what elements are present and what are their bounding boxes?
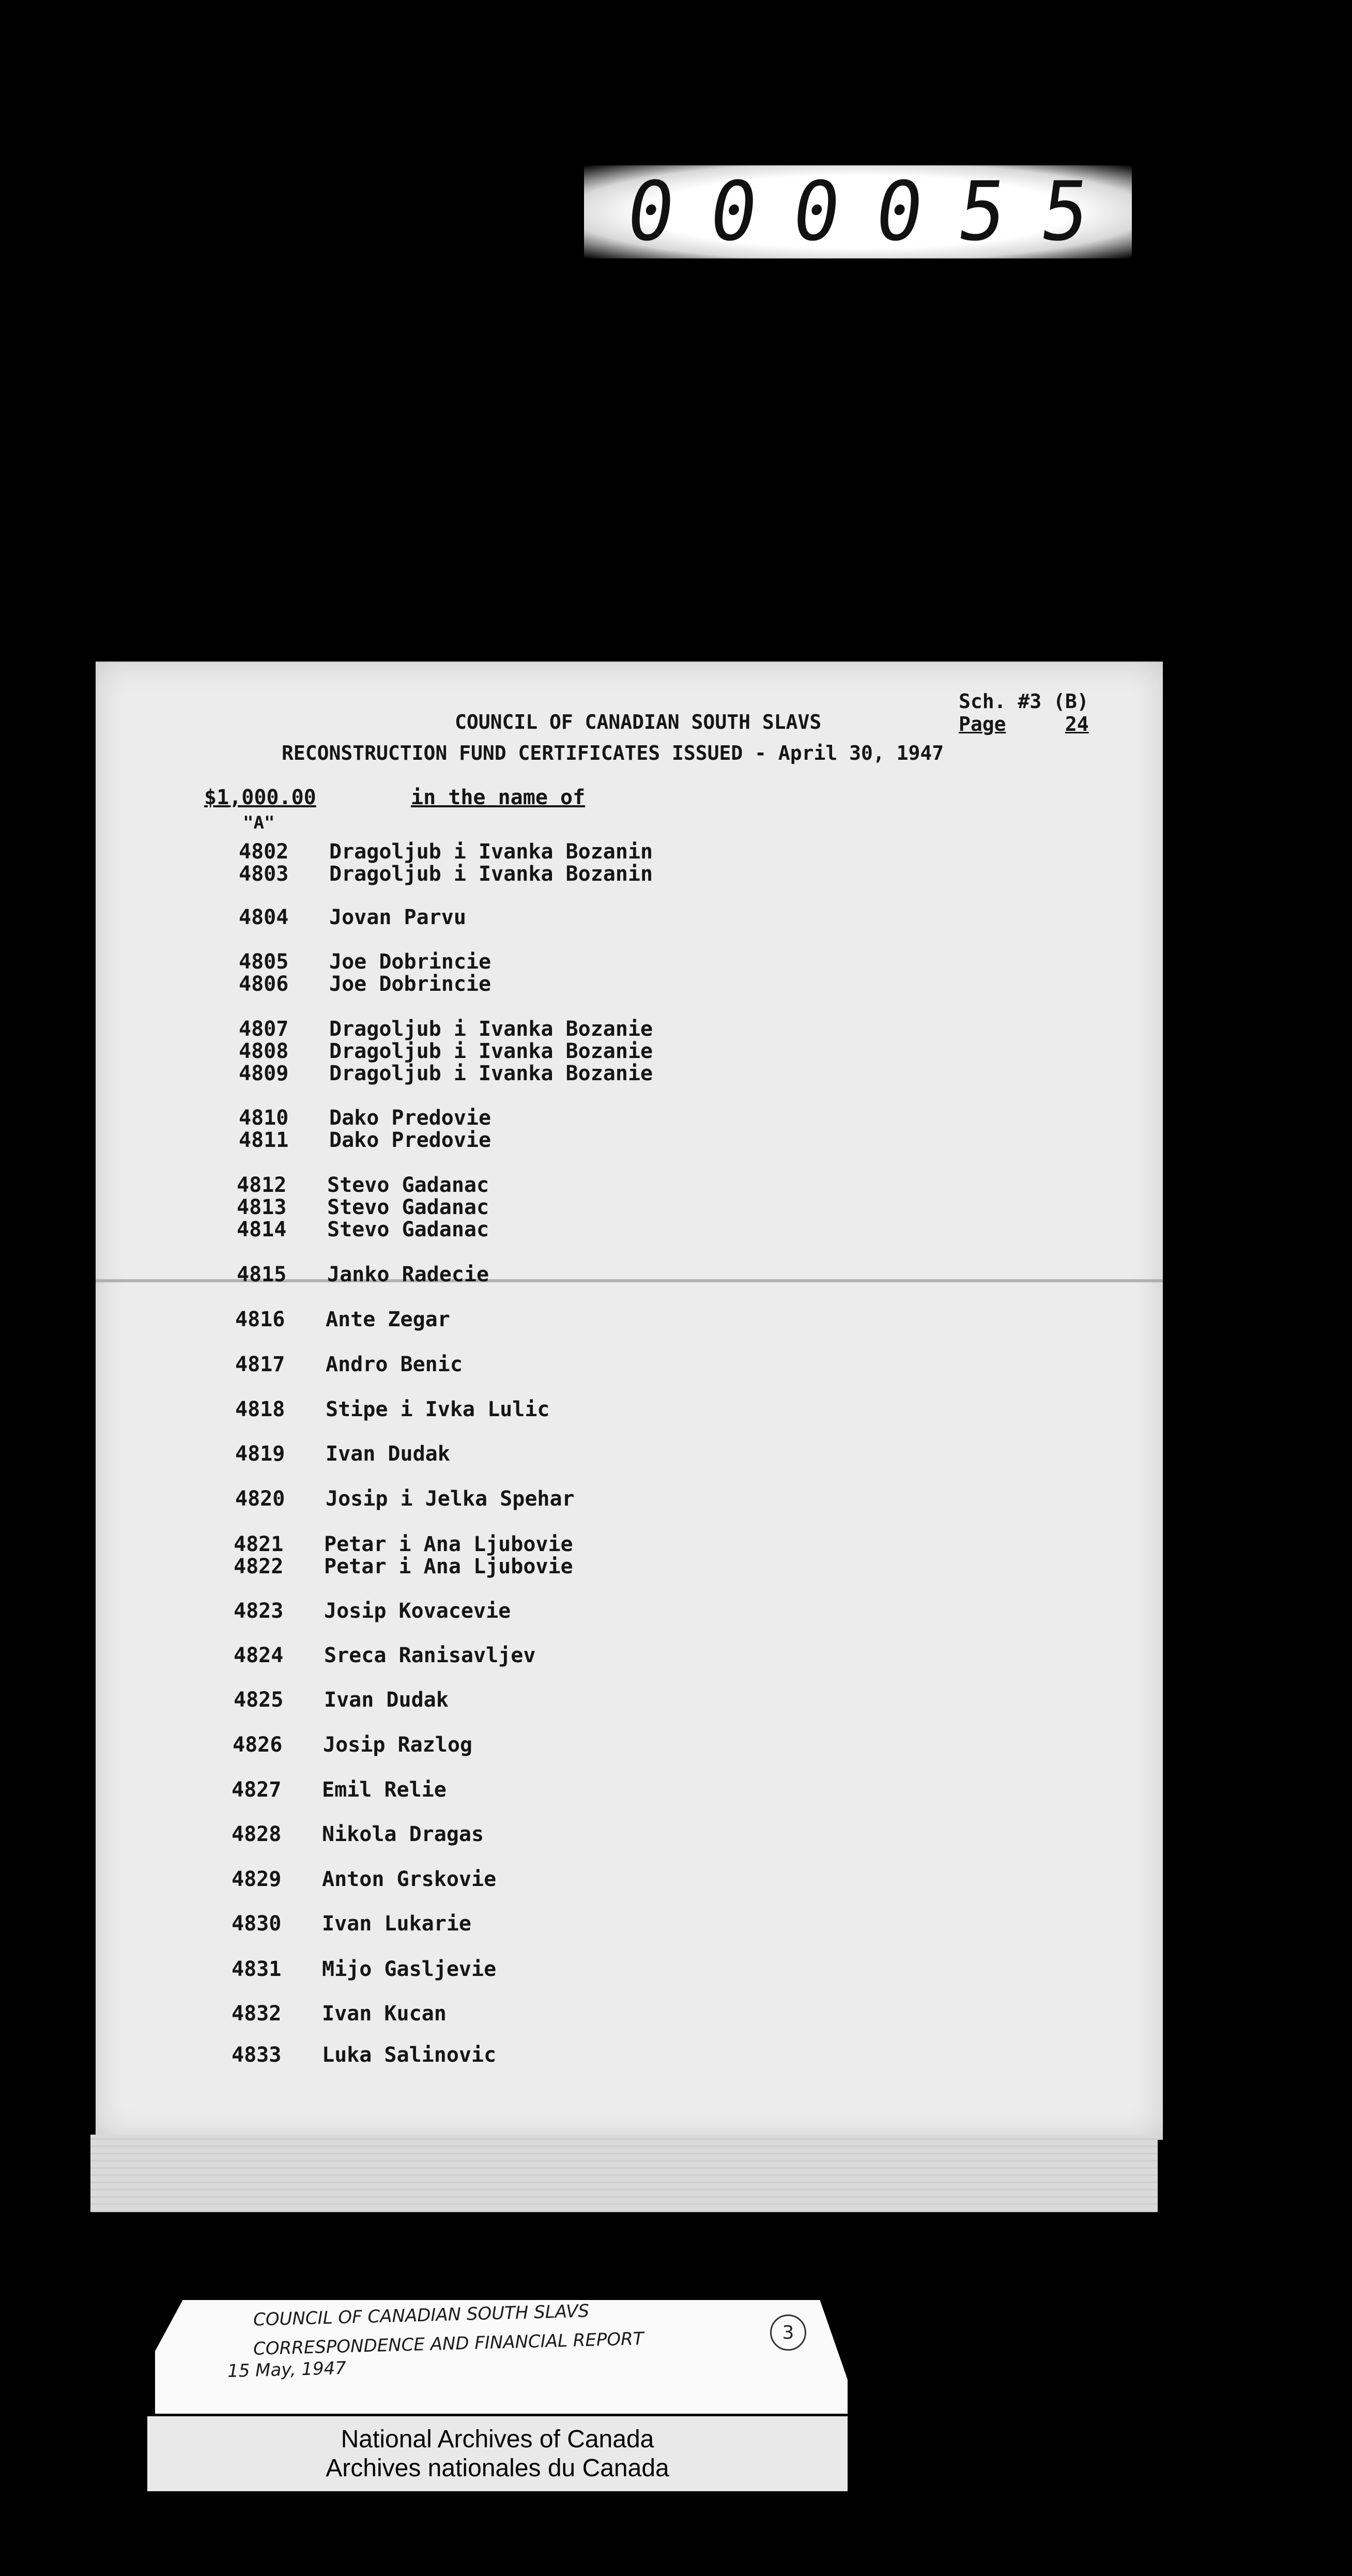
certificate-holder-name: Mijo Gasljevie (322, 1957, 497, 1981)
certificate-number: 4831 (232, 1957, 282, 1981)
certificate-number: 4824 (234, 1644, 284, 1667)
certificate-holder-name: Anton Grskovie (322, 1867, 497, 1891)
certificate-holder-name: Dragoljub i Ivanka Bozanin (329, 840, 653, 864)
certificate-number: 4819 (235, 1442, 285, 1466)
frame-number-text: 000055 (621, 164, 1131, 259)
certificate-number: 4821 (234, 1532, 284, 1556)
certificate-number: 4806 (239, 972, 289, 996)
schedule-number: Sch. #3 (B) (959, 690, 1089, 713)
certificate-holder-name: Ivan Dudak (324, 1688, 449, 1712)
certificate-number: 4803 (239, 862, 289, 886)
certificate-holder-name: Ante Zegar (326, 1308, 450, 1331)
label-line-date: 15 May, 1947 (227, 2357, 347, 2382)
certificate-number: 4830 (232, 1912, 282, 1936)
certificate-holder-name: Ivan Lukarie (322, 1912, 471, 1936)
certificate-holder-name: Luka Salinovic (322, 2043, 497, 2067)
archives-english: National Archives of Canada (341, 2425, 654, 2453)
certificate-holder-name: Josip i Jelka Spehar (326, 1487, 575, 1511)
certificate-holder-name: Ivan Kucan (322, 2002, 447, 2026)
certificate-holder-name: Stevo Gadanac (327, 1195, 489, 1219)
certificate-number: 4814 (237, 1218, 287, 1241)
certificate-holder-name: Stipe i Ivka Lulic (326, 1398, 550, 1421)
certificate-holder-name: Nikola Dragas (322, 1822, 484, 1846)
certificate-holder-name: Dragoljub i Ivanka Bozanie (329, 1062, 653, 1085)
certificate-holder-name: Dragoljub i Ivanka Bozanie (329, 1039, 653, 1063)
certificate-holder-name: Joe Dobrincie (329, 972, 491, 996)
certificate-holder-name: Stevo Gadanac (327, 1218, 489, 1241)
certificate-number: 4823 (234, 1599, 284, 1623)
page-reference (959, 713, 1089, 735)
certificate-number: 4822 (234, 1555, 284, 1578)
certificate-number: 4833 (232, 2043, 282, 2067)
certificate-number: 4825 (234, 1688, 284, 1712)
certificate-number: 4804 (239, 906, 289, 929)
circled-number: 3 (770, 2314, 806, 2351)
certificate-number: 4829 (232, 1867, 282, 1891)
certificate-holder-name: Josip Kovacevie (324, 1599, 511, 1623)
certificate-number: 4809 (239, 1062, 289, 1085)
certificate-number: 4816 (235, 1308, 285, 1331)
certificate-holder-name: Ivan Dudak (326, 1442, 450, 1466)
certificate-holder-name: Joe Dobrincie (329, 950, 491, 974)
certificate-holder-name: Petar i Ana Ljubovie (324, 1555, 573, 1578)
certificate-amount: $1,000.00 (204, 786, 316, 809)
certificate-number: 4807 (239, 1017, 289, 1041)
page-label: Page (959, 713, 1006, 735)
certificate-number: 4810 (239, 1106, 289, 1130)
certificate-number: 4813 (237, 1195, 287, 1219)
certificate-number: 4820 (235, 1487, 285, 1511)
certificate-holder-name: Emil Relie (322, 1778, 447, 1802)
label-line-report: CORRESPONDENCE AND FINANCIAL REPORT (253, 2328, 644, 2359)
certificate-number: 4826 (233, 1733, 283, 1757)
certificate-holder-name: Stevo Gadanac (327, 1173, 489, 1197)
in-the-name-of-header: in the name of (411, 786, 586, 809)
document-bottom-strip (90, 2135, 1158, 2212)
certificate-number: 4808 (239, 1039, 289, 1063)
certificate-holder-name: Andro Benic (326, 1353, 463, 1376)
certificate-number: 4818 (235, 1398, 285, 1421)
certificate-holder-name: Dako Predovie (329, 1128, 491, 1152)
certificate-number: 4815 (237, 1263, 287, 1286)
frame-number-label (584, 165, 1132, 258)
archives-french: Archives nationales du Canada (326, 2454, 669, 2482)
certificate-holder-name: Dragoljub i Ivanka Bozanin (329, 862, 653, 886)
schedule-reference (959, 690, 1089, 735)
archives-stamp (147, 2416, 848, 2491)
label-line-organization: COUNCIL OF CANADIAN SOUTH SLAVS (253, 2301, 590, 2330)
certificate-holder-name: Dragoljub i Ivanka Bozanie (329, 1017, 653, 1041)
series-label: "A" (243, 812, 275, 833)
certificate-holder-name: Janko Radecie (327, 1263, 489, 1286)
certificate-number: 4805 (239, 950, 289, 974)
certificate-number: 4817 (235, 1353, 285, 1376)
certificate-number: 4827 (232, 1778, 282, 1802)
certificate-holder-name: Jovan Parvu (329, 906, 466, 929)
certificate-holder-name: Sreca Ranisavljev (324, 1644, 536, 1667)
certificate-number: 4811 (239, 1128, 289, 1152)
certificate-holder-name: Josip Razlog (323, 1733, 472, 1757)
certificate-number: 4812 (237, 1173, 287, 1197)
document-subtitle: RECONSTRUCTION FUND CERTIFICATES ISSUED - April 30, 1947 (282, 742, 944, 764)
certificate-number: 4802 (239, 840, 289, 864)
organization-title: COUNCIL OF CANADIAN SOUTH SLAVS (455, 711, 822, 733)
certificate-holder-name: Petar i Ana Ljubovie (324, 1532, 573, 1556)
certificate-number: 4828 (232, 1822, 282, 1846)
certificate-number: 4832 (232, 2002, 282, 2026)
certificate-holder-name: Dako Predovie (329, 1106, 491, 1130)
page-number: 24 (1065, 713, 1089, 735)
